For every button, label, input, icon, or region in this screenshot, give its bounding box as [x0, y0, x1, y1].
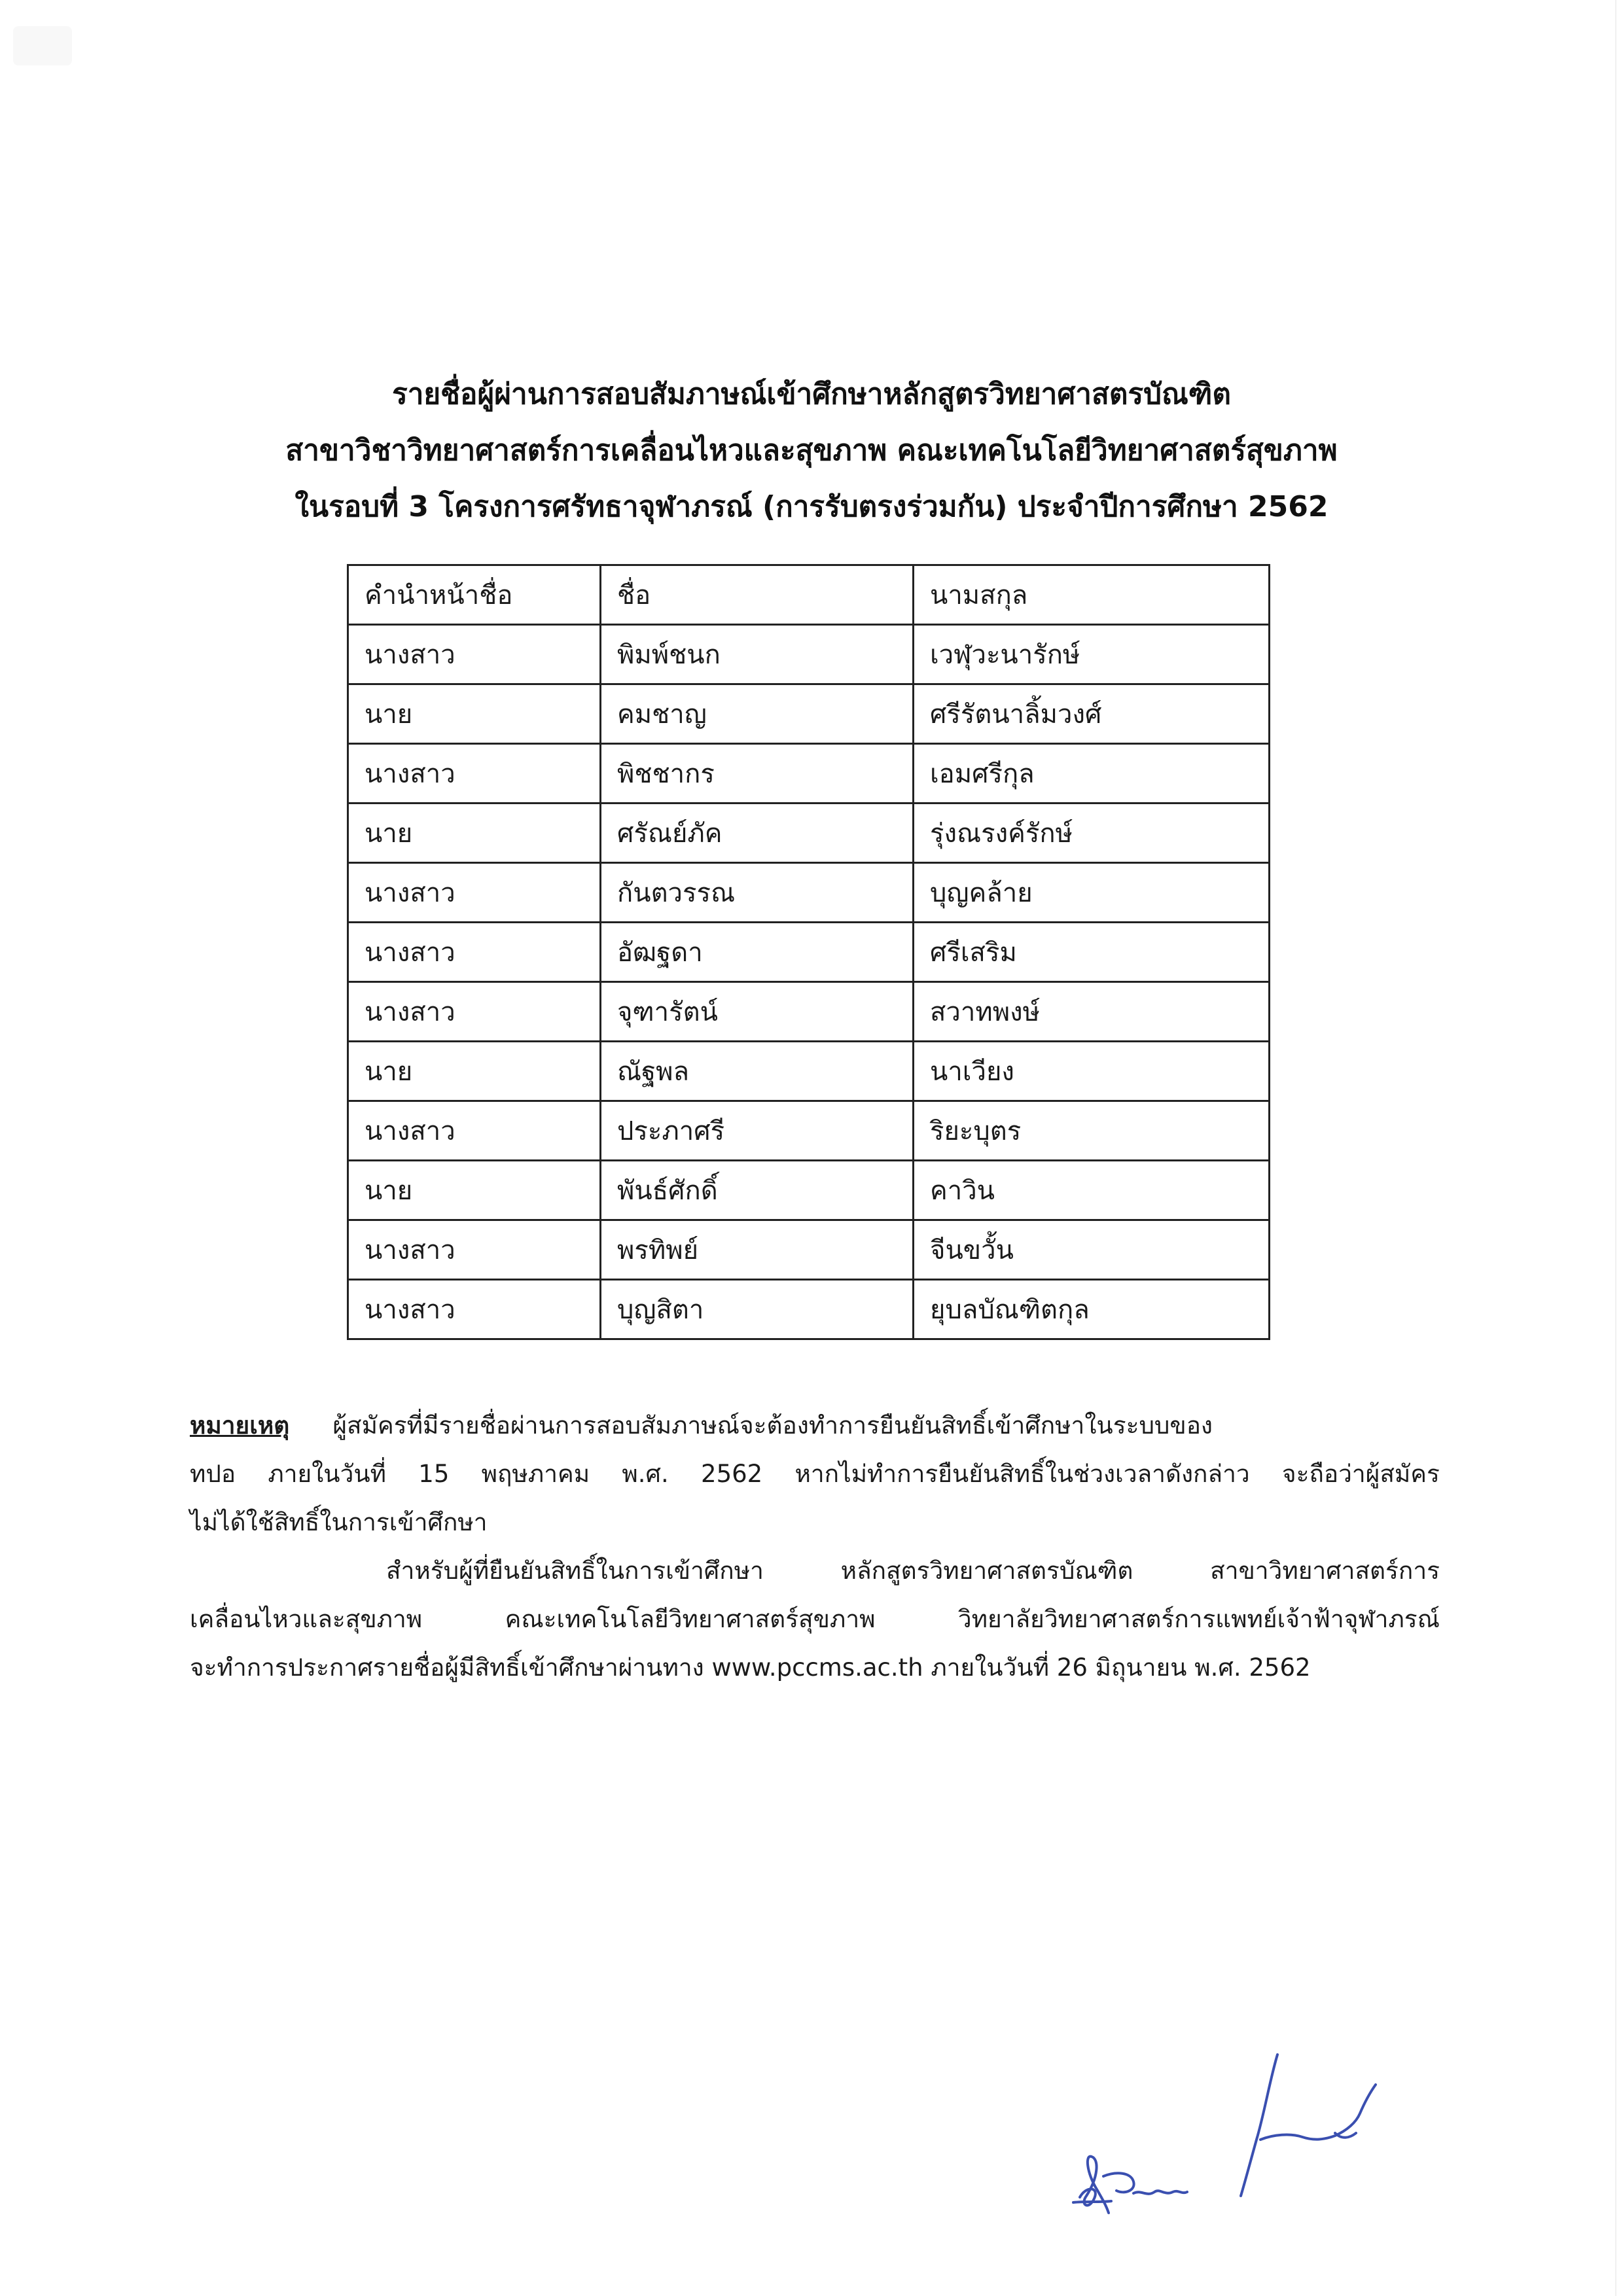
cell-first-name: กันตวรรณ — [601, 863, 914, 923]
remarks-word: 2562 — [701, 1460, 763, 1488]
remarks-word: คณะเทคโนโลยีวิทยาศาสตร์สุขภาพ — [505, 1605, 876, 1633]
cell-last-name: เวฬุวะนารักษ์ — [914, 625, 1270, 684]
cell-prefix: นาย — [348, 1042, 601, 1101]
table-row — [348, 684, 1270, 744]
cell-first-name: บุญสิตา — [601, 1280, 914, 1339]
cell-last-name: จีนขวั้น — [914, 1220, 1270, 1280]
cell-first-name: พิชชากร — [601, 744, 914, 804]
table-row — [348, 744, 1270, 804]
signature-2-stroke — [1260, 2085, 1376, 2140]
remarks-line-2 — [190, 1450, 1440, 1498]
cell-prefix: นางสาว — [348, 863, 601, 923]
names-table — [347, 564, 1270, 1340]
table-row — [348, 923, 1270, 982]
cell-first-name: คมชาญ — [601, 684, 914, 744]
remarks-line-5 — [190, 1595, 1440, 1644]
cell-last-name: คาวิน — [914, 1161, 1270, 1220]
table-row — [348, 1280, 1270, 1339]
remarks-word: พฤษภาคม — [481, 1460, 590, 1488]
cell-prefix: นาย — [348, 1161, 601, 1220]
remarks-word: หากไม่ทำการยืนยันสิทธิ์ในช่วงเวลาดังกล่าว — [794, 1460, 1250, 1488]
title-line-3: ในรอบที่ 3 โครงการศรัทธาจุฬาภรณ์ (การรับตรงร่วมกัน) ประจำปีการศึกษา 2562 — [294, 490, 1329, 523]
remarks-label: หมายเหตุ — [190, 1411, 290, 1439]
table-header-row — [348, 565, 1270, 625]
signature-1-stroke — [1103, 2173, 1134, 2192]
signature-1-stroke — [1133, 2191, 1187, 2194]
cell-first-name: อัฒฐดา — [601, 923, 914, 982]
remarks-p1-line1: ผู้สมัครที่มีรายชื่อผ่านการสอบสัมภาษณ์จะต้องทำการยืนยันสิทธิ์เข้าศึกษาในระบบของ — [332, 1411, 1213, 1439]
cell-last-name: บุญคล้าย — [914, 863, 1270, 923]
cell-prefix: นางสาว — [348, 982, 601, 1042]
cell-last-name: สวาทพงษ์ — [914, 982, 1270, 1042]
cell-last-name: ริยะบุตร — [914, 1101, 1270, 1161]
table-row — [348, 1101, 1270, 1161]
cell-prefix: นาย — [348, 684, 601, 744]
header-last-name: นามสกุล — [914, 565, 1270, 625]
cell-last-name: เอมศรีกุล — [914, 744, 1270, 804]
table-row — [348, 863, 1270, 923]
signature-1-stroke — [1080, 2157, 1109, 2213]
remarks-word: เคลื่อนไหวและสุขภาพ — [190, 1605, 423, 1633]
header-prefix: คำนำหน้าชื่อ — [348, 565, 601, 625]
cell-prefix: นาย — [348, 804, 601, 863]
cell-prefix: นางสาว — [348, 1220, 601, 1280]
table-row — [348, 982, 1270, 1042]
signature-1-stroke — [1073, 2201, 1111, 2202]
cell-first-name: ณัฐพล — [601, 1042, 914, 1101]
remarks-word: สำหรับผู้ที่ยืนยันสิทธิ์ในการเข้าศึกษา — [386, 1557, 764, 1585]
remarks-word: จะถือว่าผู้สมัคร — [1281, 1460, 1440, 1488]
header-first-name: ชื่อ — [601, 565, 914, 625]
cell-prefix: นางสาว — [348, 1101, 601, 1161]
remarks-word: วิทยาลัยวิทยาศาสตร์การแพทย์เจ้าฟ้าจุฬาภรณ์ — [957, 1605, 1440, 1633]
title-line-1: รายชื่อผู้ผ่านการสอบสัมภาษณ์เข้าศึกษาหลักสูตรวิทยาศาสตรบัณฑิต — [392, 378, 1231, 411]
remarks-word: สาขาวิทยาศาสตร์การ — [1210, 1557, 1440, 1585]
remarks-word: ภายในวันที่ — [268, 1460, 387, 1488]
table-row — [348, 1161, 1270, 1220]
cell-first-name: ประภาศรี — [601, 1101, 914, 1161]
signature-2-stroke — [1241, 2055, 1277, 2196]
remarks-word: พ.ศ. — [622, 1460, 669, 1488]
cell-last-name: นาเวียง — [914, 1042, 1270, 1101]
remarks-p1-line3: ไม่ได้ใช้สิทธิ์ในการเข้าศึกษา — [190, 1508, 488, 1536]
table-row — [348, 1042, 1270, 1101]
remarks-word: 15 — [418, 1460, 450, 1488]
remarks-line-4 — [190, 1547, 1440, 1595]
cell-first-name: พรทิพย์ — [601, 1220, 914, 1280]
remarks-line-6 — [190, 1644, 1440, 1692]
cell-first-name: ศรัณย์ภัค — [601, 804, 914, 863]
table-row — [348, 1220, 1270, 1280]
cell-first-name: พันธ์ศักดิ์ — [601, 1161, 914, 1220]
cell-prefix: นางสาว — [348, 625, 601, 684]
table-row — [348, 804, 1270, 863]
remarks-line-1 — [190, 1402, 1440, 1450]
remarks-word: หลักสูตรวิทยาศาสตรบัณฑิต — [840, 1557, 1133, 1585]
remarks-line-3 — [190, 1498, 1440, 1547]
cell-prefix: นางสาว — [348, 923, 601, 982]
scan-corner-mark — [13, 26, 72, 65]
remarks-section — [190, 1402, 1440, 1692]
signature-drawing — [1060, 2041, 1427, 2238]
cell-last-name: ศรีเสริม — [914, 923, 1270, 982]
signatures — [1060, 2041, 1427, 2238]
cell-last-name: ศรีรัตนาลิ้มวงศ์ — [914, 684, 1270, 744]
remarks-p2-line3: จะทำการประกาศรายชื่อผู้มีสิทธิ์เข้าศึกษาผ่านทาง www.pccms.ac.th ภายในวันที่ 26 มิถุนายน พ.ศ. 2562 — [190, 1653, 1311, 1682]
remarks-word: ทปอ — [190, 1460, 236, 1488]
cell-first-name: พิมพ์ชนก — [601, 625, 914, 684]
title-line-2: สาขาวิชาวิทยาศาสตร์การเคลื่อนไหวและสุขภาพ คณะเทคโนโลยีวิทยาศาสตร์สุขภาพ — [285, 434, 1338, 467]
cell-prefix: นางสาว — [348, 744, 601, 804]
cell-last-name: รุ่งณรงค์รักษ์ — [914, 804, 1270, 863]
document-title — [196, 366, 1427, 535]
cell-last-name: ยุบลบัณฑิตกุล — [914, 1280, 1270, 1339]
scan-edge-line — [1615, 0, 1616, 2296]
cell-prefix: นางสาว — [348, 1280, 601, 1339]
table-row — [348, 625, 1270, 684]
cell-first-name: จุฑารัตน์ — [601, 982, 914, 1042]
